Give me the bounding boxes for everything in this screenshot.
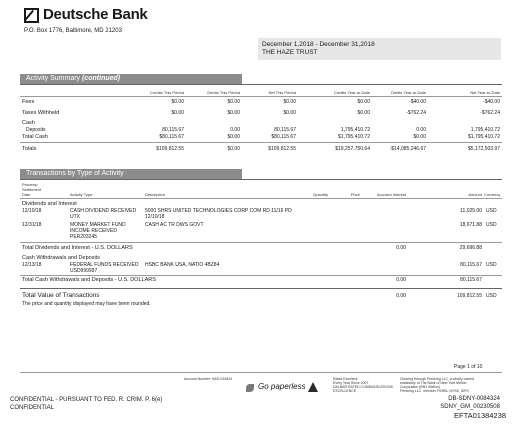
col-date-l3: Date: [22, 192, 31, 197]
col-accrued-interest: Accrued Interest: [376, 192, 406, 197]
txn2-type3: PER203245: [70, 234, 97, 240]
clearing-line3: Corporation (BNY Mellon): [400, 385, 441, 389]
row-deposits-label: Deposits: [26, 127, 46, 133]
totals-v4: $19,257,750.64: [335, 146, 370, 152]
totals-v3: $109,812.55: [268, 146, 296, 152]
total-value-amount: 109,812.55: [456, 293, 482, 299]
txn1-currency: USD: [486, 208, 497, 214]
page-number: Page 1 of 10: [454, 364, 483, 370]
txn3-amount: 80,115.67: [460, 262, 482, 268]
fees-v5: -$40.00: [409, 99, 426, 105]
summary-header-rule: [20, 96, 502, 97]
deposits-v3: 80,115.67: [274, 127, 296, 133]
group2-total-amount: 80,115.67: [460, 277, 482, 283]
deposits-v4: 1,795,410.72: [340, 127, 370, 133]
transactions-header-rule: [20, 198, 502, 199]
col-price: Price: [350, 192, 360, 197]
txn1-date: 12/10/18: [22, 208, 42, 214]
col-quantity: Quantity: [313, 192, 328, 197]
efta-number: EFTA01384238: [454, 411, 506, 420]
taxes-v4: $0.00: [357, 110, 370, 116]
group1-total-accrued: 0.00: [396, 245, 406, 251]
total-cash-v6: $1,795,410.72: [468, 134, 500, 140]
total-value-accrued: 0.00: [396, 293, 406, 299]
txn2-desc: CASH AC TR DWS GOVT: [145, 222, 204, 228]
transactions-top-rule: [20, 179, 502, 180]
brand-name: Deutsche Bank: [43, 6, 148, 23]
txn2-amount: 18,671.88: [459, 222, 482, 228]
txn1-desc: 5000 SHRS UNITED TECHNOLOGIES CORP COM RD 11/16 PD: [145, 208, 292, 214]
col-date-l2: Settlement: [22, 187, 42, 192]
total-cash-v5: $0.00: [413, 134, 426, 140]
confidential-label: CONFIDENTIAL: [10, 405, 55, 411]
txn3-currency: USD: [486, 262, 497, 268]
clearing-text: Clearing through Pershing LLC, a wholly owned: [400, 377, 474, 381]
txn1-type2: UTX: [70, 214, 80, 220]
txn1-amount: 11,025.00: [460, 208, 482, 214]
group1-total-rule: [20, 242, 502, 243]
total-value-currency: USD: [486, 293, 497, 299]
txn3-desc: HSBC BANK USA, NATIO 4BZ84: [145, 262, 220, 268]
taxes-v2: $0.00: [227, 110, 240, 116]
total-cash-v3: $80,115.67: [271, 134, 296, 140]
group1-total-label: Total Dividends and Interest - U.S. DOLLARS: [22, 245, 133, 251]
col-debits-period: Debits This Period: [207, 90, 240, 95]
rated-line3: DALBAR RATED COMMUNICATIONS: [333, 385, 393, 389]
footer-rule: [20, 372, 502, 373]
row-fees-label: Fees: [22, 99, 35, 105]
col-credits-period: Credits This Period: [150, 90, 184, 95]
col-date-l1: Process/: [22, 182, 38, 187]
totals-v1: $109,812.55: [156, 146, 184, 152]
total-cash-v4: $1,795,410.72: [338, 134, 370, 140]
summary-totals-rule: [20, 142, 502, 143]
clearing-line2: subsidiary of The Bank of New York Mellon: [400, 381, 467, 385]
txn2-type2: INCOME RECEIVED: [70, 228, 117, 234]
fees-v6: -$40.00: [483, 99, 500, 105]
rated-excellent: Rated Excellent: [333, 377, 358, 381]
group2-total-label: Total Cash Withdrawals and Deposits - U.S. DOLLARS: [22, 277, 156, 283]
deposits-v5: 0.00: [416, 127, 426, 133]
taxes-v5: -$762.24: [406, 110, 426, 116]
deposits-v2: 0.00: [230, 127, 240, 133]
row-totals-label: Totals: [22, 146, 37, 152]
col-debits-ytd: Debits Year-to-Date: [391, 90, 426, 95]
group-cash-title: Cash Withdrawals and Deposits: [22, 255, 100, 261]
bates-db-sdny: DB-SDNY-0084324: [448, 396, 500, 402]
txn2-type: MONEY MARKET FUND: [70, 222, 126, 228]
summary-top-rule: [20, 84, 502, 85]
txn2-currency: USD: [486, 222, 497, 228]
rounding-note: The price and quantity displayed may have been rounded.: [22, 301, 151, 307]
rated-line4: EXCELLENCE: [333, 389, 357, 393]
transactions-header: Transactions by Type of Activity: [20, 169, 242, 179]
txn3-type2: USD999997: [70, 268, 98, 274]
bank-address: P.O. Box 1776, Baltimore, MD 21203: [24, 28, 122, 34]
col-description: Description: [145, 192, 166, 197]
fees-v2: $0.00: [227, 99, 240, 105]
total-cash-v1: $80,115.67: [159, 134, 184, 140]
totals-v2: $0.00: [227, 146, 240, 152]
taxes-v1: $0.00: [171, 110, 184, 116]
col-net-ytd: Net Year-to-Date: [470, 90, 500, 95]
activity-summary-header: [20, 74, 242, 84]
fees-v4: $0.00: [357, 99, 370, 105]
total-value-rule: [20, 288, 502, 289]
col-credits-ytd: Credits Year-to-Date: [333, 90, 370, 95]
totals-v5: -$14,085,246.67: [389, 146, 426, 152]
row-taxes-label: Taxes Withheld: [22, 110, 60, 116]
deposits-v1: 80,115.67: [162, 127, 184, 133]
total-cash-v2: $0.00: [227, 134, 240, 140]
rated-line2: Every Year Since 2007: [333, 381, 369, 385]
taxes-v6: -$762.24: [480, 110, 500, 116]
group2-total-accrued: 0.00: [396, 277, 406, 283]
txn1-type: CASH DIVIDEND RECEIVED: [70, 208, 137, 214]
col-net-period: Net This Period: [268, 90, 296, 95]
deposits-v6: 1,795,410.72: [470, 127, 500, 133]
group-dividends-title: Dividends and Interest: [22, 201, 77, 207]
go-paperless: Go paperless: [258, 382, 306, 391]
clearing-line4: Pershing LLC, member FINRA, NYSE, SIPC: [400, 389, 470, 393]
account-name: THE HAZE TRUST: [262, 49, 318, 56]
col-activity-type: Activity Type: [70, 192, 93, 197]
txn3-type: FEDERAL FUNDS RECEIVED: [70, 262, 139, 268]
row-total-cash-label: Total Cash: [22, 134, 48, 140]
fees-v3: $0.00: [283, 99, 296, 105]
txn1-desc2: 12/10/18: [145, 214, 165, 220]
txn2-date: 12/31/18: [22, 222, 42, 228]
row-cash-label: Cash: [22, 120, 35, 126]
bates-sdny-gm: SDNY_GM_00230508: [440, 404, 500, 410]
statement-period: [262, 41, 375, 57]
fees-v1: $0.00: [171, 99, 184, 105]
group2-total-rule: [20, 275, 502, 276]
taxes-v3: $0.00: [283, 110, 296, 116]
col-amount: Amount: [468, 192, 482, 197]
period-dates: December 1,2018 - December 31,2018: [262, 41, 375, 48]
col-currency: Currency: [484, 192, 501, 197]
confidential-notice: CONFIDENTIAL - PURSUANT TO FED. R. CRIM. P. 6(e): [10, 397, 163, 403]
totals-v6: $5,172,503.97: [468, 146, 500, 152]
leaf-icon: [246, 384, 254, 392]
sailboat-icon: [308, 382, 318, 392]
activity-summary-subtitle: (continued): [82, 75, 121, 82]
account-number: Account Number: NAS-024843: [184, 377, 233, 381]
total-value-label: Total Value of Transactions: [22, 292, 100, 299]
txn3-date: 12/13/18: [22, 262, 42, 268]
group1-total-amount: 29,696.88: [459, 245, 482, 251]
activity-summary-title: Activity Summary: [26, 75, 81, 82]
